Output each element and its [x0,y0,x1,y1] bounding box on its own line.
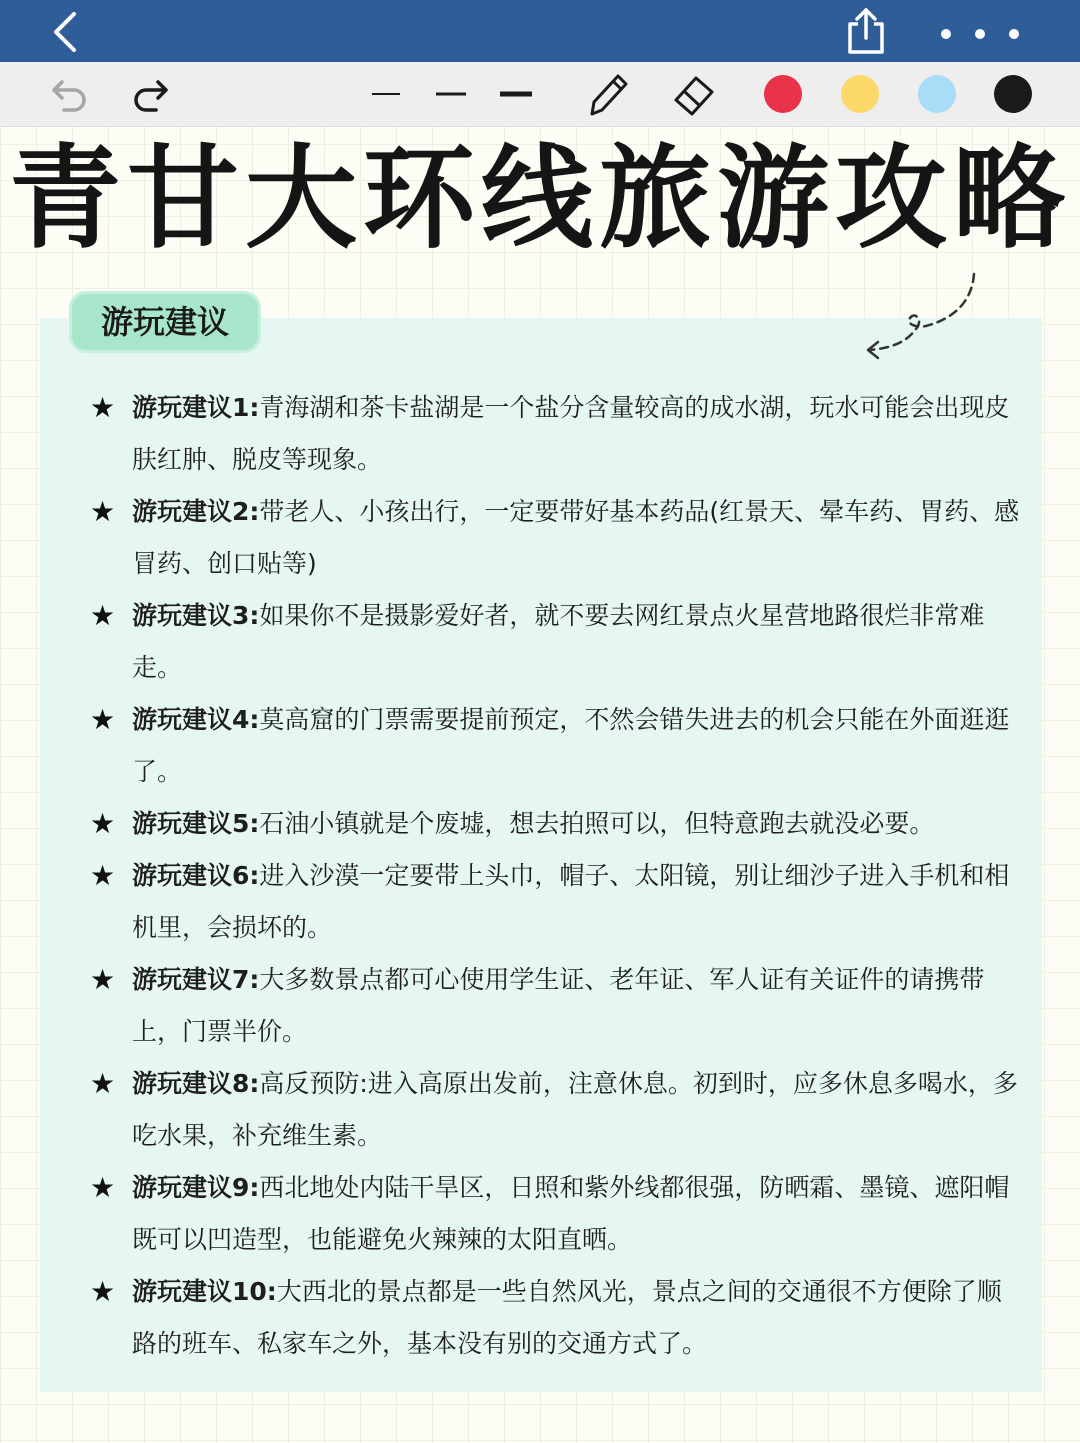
list-item [90,1058,1020,1162]
list-item [90,954,1020,1058]
tip-heading: 游玩建议8: [132,1069,260,1098]
tip-text: 莫高窟的门票需要提前预定，不然会错失进去的机会只能在外面逛逛了。 [132,705,1010,786]
drawing-toolbar [0,62,1080,127]
color-black-swatch[interactable] [994,75,1032,113]
list-item [90,694,1020,798]
tip-heading: 游玩建议6: [132,861,260,890]
tip-text: 高反预防:进入高原出发前，注意休息。初到时，应多休息多喝水，多吃水果，补充维生素。 [132,1069,1018,1150]
tip-text: 如果你不是摄影爱好者，就不要去网红景点火星营地路很烂非常难走。 [132,601,985,682]
tip-text: 大多数景点都可心使用学生证、老年证、军人证有关证件的请携带上，门票半价。 [132,965,985,1046]
list-item [90,1162,1020,1266]
tip-text: 进入沙漠一定要带上头巾，帽子、太阳镜，别让细沙子进入手机和相机里，会损坏的。 [132,861,1010,942]
tip-heading: 游玩建议1: [132,393,260,422]
tip-heading: 游玩建议7: [132,965,260,994]
section-label: 游玩建议 [72,294,258,350]
tips-list [90,382,1020,1370]
tip-text: 带老人、小孩出行，一定要带好基本药品(红景天、晕车药、胃药、感冒药、创口贴等) [132,497,1020,578]
tip-text: 青海湖和茶卡盐湖是一个盐分含量较高的成水湖，玩水可能会出现皮肤红肿、脱皮等现象。 [132,393,1010,474]
undo-icon[interactable] [50,76,90,112]
tip-heading: 游玩建议5: [132,809,260,838]
tip-text: 石油小镇就是个废墟，想去拍照可以，但特意跑去就没必要。 [259,809,935,838]
tip-heading: 游玩建议4: [132,705,260,734]
color-red-swatch[interactable] [764,75,802,113]
pen-icon[interactable] [584,70,630,118]
color-lightblue-swatch[interactable] [918,75,956,113]
star-icon: ★ [90,391,116,424]
line-medium-icon[interactable] [434,84,468,104]
eraser-icon[interactable] [670,70,716,118]
color-yellow-swatch[interactable] [841,75,879,113]
tip-text: 西北地处内陆干旱区，日照和紫外线都很强，防晒霜、墨镜、遮阳帽既可以凹造型，也能避免火辣辣的太阳直晒。 [132,1173,1010,1254]
tip-heading: 游玩建议10: [132,1277,277,1306]
more-dots-icon[interactable] [932,22,1028,46]
arrow-doodle-icon [856,270,986,366]
star-icon: ★ [90,859,116,892]
list-item [90,486,1020,590]
list-item [90,382,1020,486]
chevron-left-icon[interactable] [44,10,88,54]
tip-heading: 游玩建议2: [132,497,260,526]
top-bar [0,0,1080,62]
list-item [90,850,1020,954]
redo-icon[interactable] [130,76,170,112]
line-thin-icon[interactable] [370,84,402,104]
page-title: 青甘大环线旅游攻略 [9,134,1071,264]
tip-heading: 游玩建议9: [132,1173,260,1202]
line-thick-icon[interactable] [498,84,534,104]
star-icon: ★ [90,1275,116,1308]
star-icon: ★ [90,703,116,736]
star-icon: ★ [90,807,116,840]
star-icon: ★ [90,599,116,632]
tip-heading: 游玩建议3: [132,601,260,630]
list-item [90,590,1020,694]
list-item [90,1266,1020,1370]
star-icon: ★ [90,1171,116,1204]
share-icon[interactable] [842,6,890,56]
star-icon: ★ [90,963,116,996]
star-icon: ★ [90,1067,116,1100]
star-icon: ★ [90,495,116,528]
list-item [90,798,1020,850]
tip-text: 大西北的景点都是一些自然风光，景点之间的交通很不方便除了顺路的班车、私家车之外，基本没有别的交通方式了。 [132,1277,1002,1358]
